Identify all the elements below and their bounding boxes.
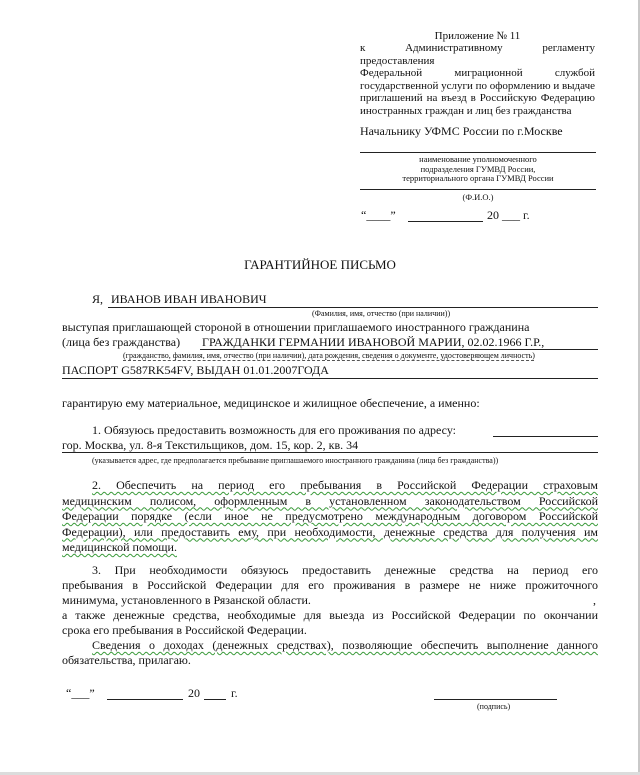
appendix-line: иностранных граждан и лиц без гражданства — [360, 104, 572, 117]
item3-line: минимума, установленного в Рязанской области. — [62, 593, 311, 607]
item1-address-line-end — [493, 436, 598, 437]
appendix-line: государственной услуги по оформлению и выдаче — [360, 79, 596, 92]
ya-label: Я, — [92, 292, 104, 306]
inviting-party-line: выступая приглашающей стороной в отношении приглашаемого иностранного гражданина — [62, 320, 530, 334]
addressee-line: Начальнику УФМС России по г.Москве — [360, 124, 563, 138]
item2-line: медицинской помощи. — [62, 540, 177, 554]
income-line: обязательства, прилагаю. — [62, 653, 191, 667]
declarant-name: ИВАНОВ ИВАН ИВАНОВИЧ — [111, 292, 267, 306]
item3-block — [62, 563, 598, 668]
item3-line: пребывания в Российской Федерации для его проживания в размере не ниже прожиточного — [62, 578, 598, 592]
appendix-line: к Административному регламенту предоставления — [360, 42, 595, 67]
caption-line: подразделения ГУМВД России, — [420, 163, 536, 174]
guarantee-text: гарантирую ему материальное, медицинское и жилищное обеспечение, а именно: — [62, 396, 480, 410]
item2-block — [62, 478, 598, 556]
stateless-prefix: (лица без гражданства) — [62, 335, 181, 349]
item3-comma: , — [593, 593, 596, 607]
item3-line: 3. При необходимости обязуюсь предоставить денежные средства на период его — [92, 563, 598, 577]
item1-address: гор. Москва, ул. 8-я Текстильщиков, дом. 15, кор. 2, кв. 34 — [62, 438, 359, 452]
item2-line: медицинским полисом, оформленным в установленном законодательством Российской — [62, 493, 598, 508]
item1-caption: (указывается адрес, где предполагается пребывание приглашаемого иностранного гражданина (лица без гражданства)) — [92, 456, 499, 465]
footer-year: 20 — [188, 686, 200, 700]
fio-caption: (Ф.И.О.) — [462, 192, 494, 202]
appendix-line: приглашений на въезд в Российскую Федерацию — [360, 92, 595, 104]
signature-caption: (подпись) — [477, 702, 511, 711]
footer-date-month-line — [107, 699, 183, 700]
item2-line: Федерации порядке (если иное не предусмотрено международным договором Российской — [62, 509, 598, 523]
appendix-line: Федеральной миграционной службой — [360, 67, 595, 79]
addressee-date-year: 20 ___ г. — [487, 208, 530, 222]
signature-line — [434, 699, 557, 700]
item3-line: а также денежные средства, необходимые для выезда из Российской Федерации по окончании — [62, 608, 598, 622]
fio-underline — [360, 189, 596, 190]
addressee-caption — [360, 155, 596, 184]
appendix-title: Приложение № 11 — [434, 30, 521, 42]
item3-line: срока его пребывания в Российской Федерации. — [62, 623, 307, 637]
invitee-caption: (гражданство, фамилия, имя, отчество (при наличии), дата рождения, сведения о документе, удостоверяющем личность) — [123, 351, 535, 360]
item1-address-underline — [62, 452, 598, 453]
income-line: Сведения о доходах (денежных средствах), позволяющие обеспечить выполнение данного — [92, 638, 598, 652]
name-caption: (Фамилия, имя, отчество (при наличии)) — [312, 309, 451, 318]
passport-underline — [62, 378, 598, 379]
item1-text: 1. Обязуюсь предоставить возможность для его проживания по адресу: — [92, 423, 457, 437]
item2-line: 2. Обеспечить на период его пребывания в Российской Федерации страховым — [92, 478, 598, 492]
caption-line: территориального органа ГУМВД России — [402, 173, 554, 183]
footer-year-line — [204, 699, 226, 700]
addressee-date-month-line — [408, 221, 483, 222]
footer-g: г. — [231, 686, 238, 700]
item3-line-row — [62, 593, 598, 608]
invitee-info: ГРАЖДАНКИ ГЕРМАНИИ ИВАНОВОЙ МАРИИ, 02.02.1966 Г.Р., — [202, 335, 545, 349]
document-title: ГАРАНТИЙНОЕ ПИСЬМО — [244, 257, 396, 272]
passport-info: ПАСПОРТ G587RK54FV, ВЫДАН 01.01.2007ГОДА — [62, 363, 329, 377]
addressee-date-day: “____” — [361, 208, 396, 222]
item2-line: Федерации), или предоставить ему, при необходимости, денежные средства для получения им — [62, 524, 598, 539]
addressee-underline — [360, 152, 596, 153]
footer-date-day: “___” — [66, 686, 95, 700]
caption-line: наименование уполномоченного — [419, 154, 537, 164]
name-underline — [108, 307, 598, 308]
invitee-underline — [200, 349, 598, 350]
appendix-lines — [360, 42, 595, 117]
